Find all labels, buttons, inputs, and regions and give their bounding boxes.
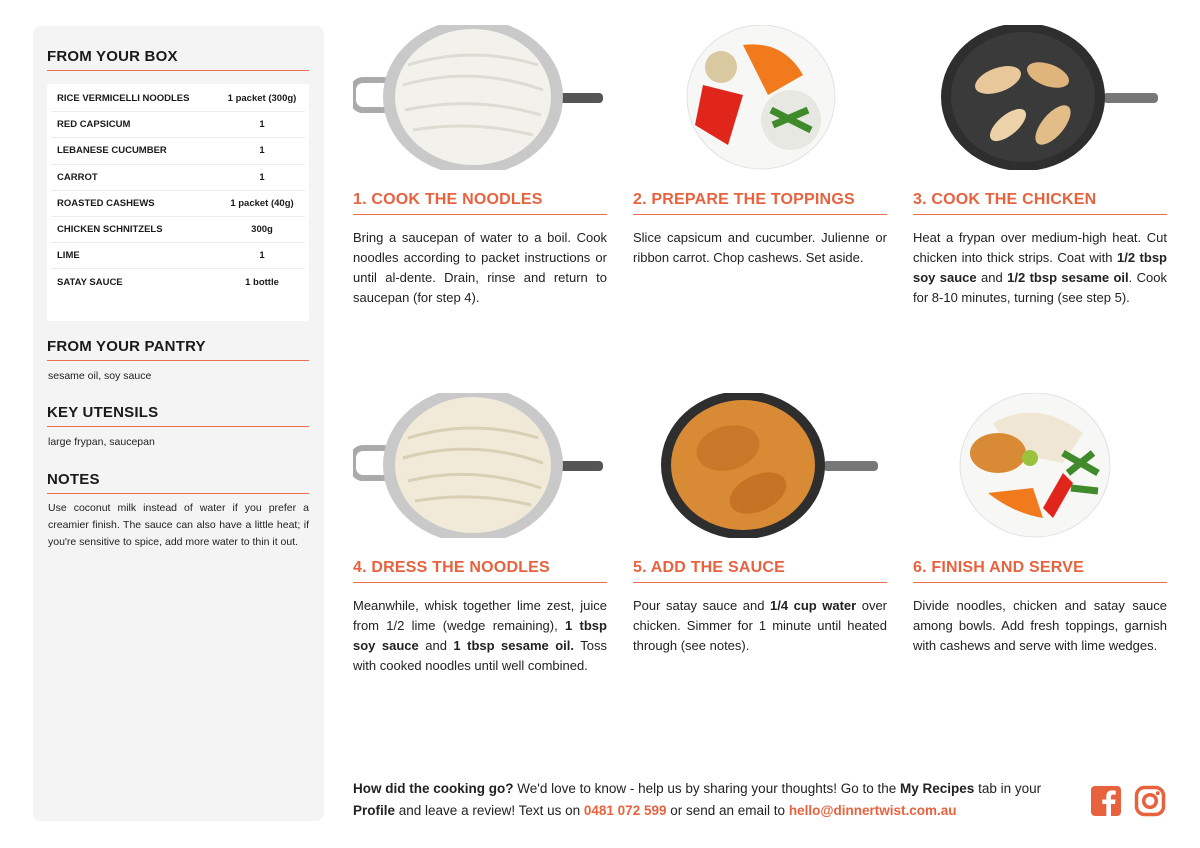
my-recipes-link[interactable]: My Recipes bbox=[900, 781, 975, 796]
ingredients-table bbox=[47, 84, 309, 321]
ingredient-name: RICE VERMICELLI NOODLES bbox=[57, 93, 190, 105]
ingredient-qty: 1 bbox=[259, 171, 265, 183]
step-text-segment: and bbox=[976, 270, 1008, 285]
satay-sauce-pan-image bbox=[633, 393, 887, 538]
notes-text: Use coconut milk instead of water if you prefer a creamier finish. The sauce can also have a little heat; if you're sensitive to spice, add more water to thin it out. bbox=[48, 502, 309, 548]
step-6-title: 6. FINISH AND SERVE bbox=[913, 559, 1167, 583]
from-your-pantry-heading: FROM YOUR PANTRY bbox=[47, 338, 309, 361]
ingredient-name: ROASTED CASHEWS bbox=[57, 197, 155, 209]
ingredient-row bbox=[51, 112, 305, 138]
step-text-segment: Heat a frypan over medium-high heat. Cut chicken into thick strips. Coat with bbox=[913, 230, 1167, 265]
ingredient-qty: 300g bbox=[251, 224, 273, 236]
step-2-title: 2. PREPARE THE TOPPINGS bbox=[633, 191, 887, 215]
email-link[interactable]: hello@dinnertwist.com.au bbox=[788, 803, 957, 818]
ingredient-name: RED CAPSICUM bbox=[57, 119, 131, 131]
step-2-text bbox=[633, 228, 887, 268]
step-4 bbox=[353, 393, 607, 673]
dressed-noodles-image bbox=[353, 393, 607, 538]
from-your-box-heading: FROM YOUR BOX bbox=[47, 48, 309, 71]
ingredient-qty: 1 packet (40g) bbox=[230, 197, 294, 209]
notes-heading: NOTES bbox=[47, 471, 309, 494]
ingredient-row bbox=[51, 217, 305, 243]
step-3-title: 3. COOK THE CHICKEN bbox=[913, 191, 1167, 215]
step-3-text bbox=[913, 228, 1167, 308]
step-2 bbox=[633, 25, 887, 265]
ingredients-sidebar bbox=[33, 26, 324, 821]
step-5 bbox=[633, 393, 887, 653]
key-utensils-heading: KEY UTENSILS bbox=[47, 404, 309, 427]
ingredient-row bbox=[51, 138, 305, 164]
ingredient-name: LEBANESE CUCUMBER bbox=[57, 145, 167, 157]
step-text-bold: 1 tbsp soy sauce bbox=[353, 618, 607, 653]
footer-question: How did the cooking go? bbox=[353, 781, 514, 796]
step-text-bold: 1/2 tbsp sesame oil bbox=[1007, 270, 1129, 285]
footer-text-4: or send an email to bbox=[666, 803, 789, 818]
ingredient-qty: 1 bbox=[259, 250, 265, 262]
step-5-title: 5. ADD THE SAUCE bbox=[633, 559, 887, 583]
chicken-frypan-image bbox=[913, 25, 1167, 170]
noodles-saucepan-image bbox=[353, 25, 607, 170]
finished-bowl-image bbox=[913, 393, 1167, 538]
profile-link[interactable]: Profile bbox=[353, 803, 396, 818]
facebook-icon[interactable] bbox=[1090, 785, 1122, 817]
step-4-text bbox=[353, 596, 607, 676]
toppings-plate-image bbox=[633, 25, 887, 170]
pantry-text: sesame oil, soy sauce bbox=[48, 370, 152, 382]
step-text-segment: and bbox=[418, 638, 454, 653]
step-text-bold: 1/2 tbsp soy sauce bbox=[913, 250, 1167, 285]
step-text-segment: Bring a saucepan of water to a boil. Cook noodles according to packet instructions or until al-dente. Drain, rinse and return to saucepan (for step 4). bbox=[353, 230, 607, 305]
step-text-segment: Divide noodles, chicken and satay sauce among bowls. Add fresh toppings, garnish with cashews and serve with lime wedges. bbox=[913, 598, 1167, 653]
ingredient-qty: 1 bbox=[259, 119, 265, 131]
step-1 bbox=[353, 25, 607, 305]
step-text-bold: 1/4 cup water bbox=[770, 598, 857, 613]
phone-link[interactable]: 0481 072 599 bbox=[583, 803, 667, 818]
footer-text-2: tab in your bbox=[974, 781, 1042, 796]
step-6-text bbox=[913, 596, 1167, 656]
ingredient-name: CARROT bbox=[57, 171, 98, 183]
step-5-text bbox=[633, 596, 887, 656]
step-6 bbox=[913, 393, 1167, 653]
ingredient-name: SATAY SAUCE bbox=[57, 276, 123, 288]
ingredient-qty: 1 bottle bbox=[245, 276, 279, 288]
ingredient-row bbox=[51, 243, 305, 269]
ingredient-name: LIME bbox=[57, 250, 80, 262]
ingredient-row bbox=[51, 86, 305, 112]
footer-text-1: We'd love to know - help us by sharing your thoughts! Go to the bbox=[513, 781, 901, 796]
step-1-text bbox=[353, 228, 607, 308]
step-text-segment: . Cook for 8-10 minutes, turning (see step 5). bbox=[913, 270, 1168, 305]
footer-text-3: and leave a review! Text us on bbox=[395, 803, 584, 818]
step-text-segment: Slice capsicum and cucumber. Julienne or ribbon carrot. Chop cashews. Set aside. bbox=[633, 230, 887, 265]
ingredient-qty: 1 packet (300g) bbox=[227, 93, 297, 105]
instagram-icon[interactable] bbox=[1134, 785, 1166, 817]
ingredient-row bbox=[51, 191, 305, 217]
ingredient-name: CHICKEN SCHNITZELS bbox=[57, 224, 163, 236]
step-text-bold: 1 tbsp sesame oil. bbox=[453, 638, 575, 653]
step-text-segment: over chicken. Simmer for 1 minute until heated through (see notes). bbox=[633, 598, 887, 653]
step-3 bbox=[913, 25, 1168, 305]
step-text-segment: Pour satay sauce and bbox=[633, 598, 770, 613]
step-text-segment: Toss with cooked noodles until well combined. bbox=[353, 638, 607, 673]
ingredient-qty: 1 bbox=[259, 145, 265, 157]
step-4-title: 4. DRESS THE NOODLES bbox=[353, 559, 607, 583]
feedback-footer bbox=[353, 778, 1073, 822]
ingredient-row bbox=[51, 165, 305, 191]
ingredient-row bbox=[51, 269, 305, 295]
utensils-text: large frypan, saucepan bbox=[48, 436, 155, 448]
step-1-title: 1. COOK THE NOODLES bbox=[353, 191, 607, 215]
step-text-segment: Meanwhile, whisk together lime zest, juice from 1/2 lime (wedge remaining), bbox=[353, 598, 607, 633]
